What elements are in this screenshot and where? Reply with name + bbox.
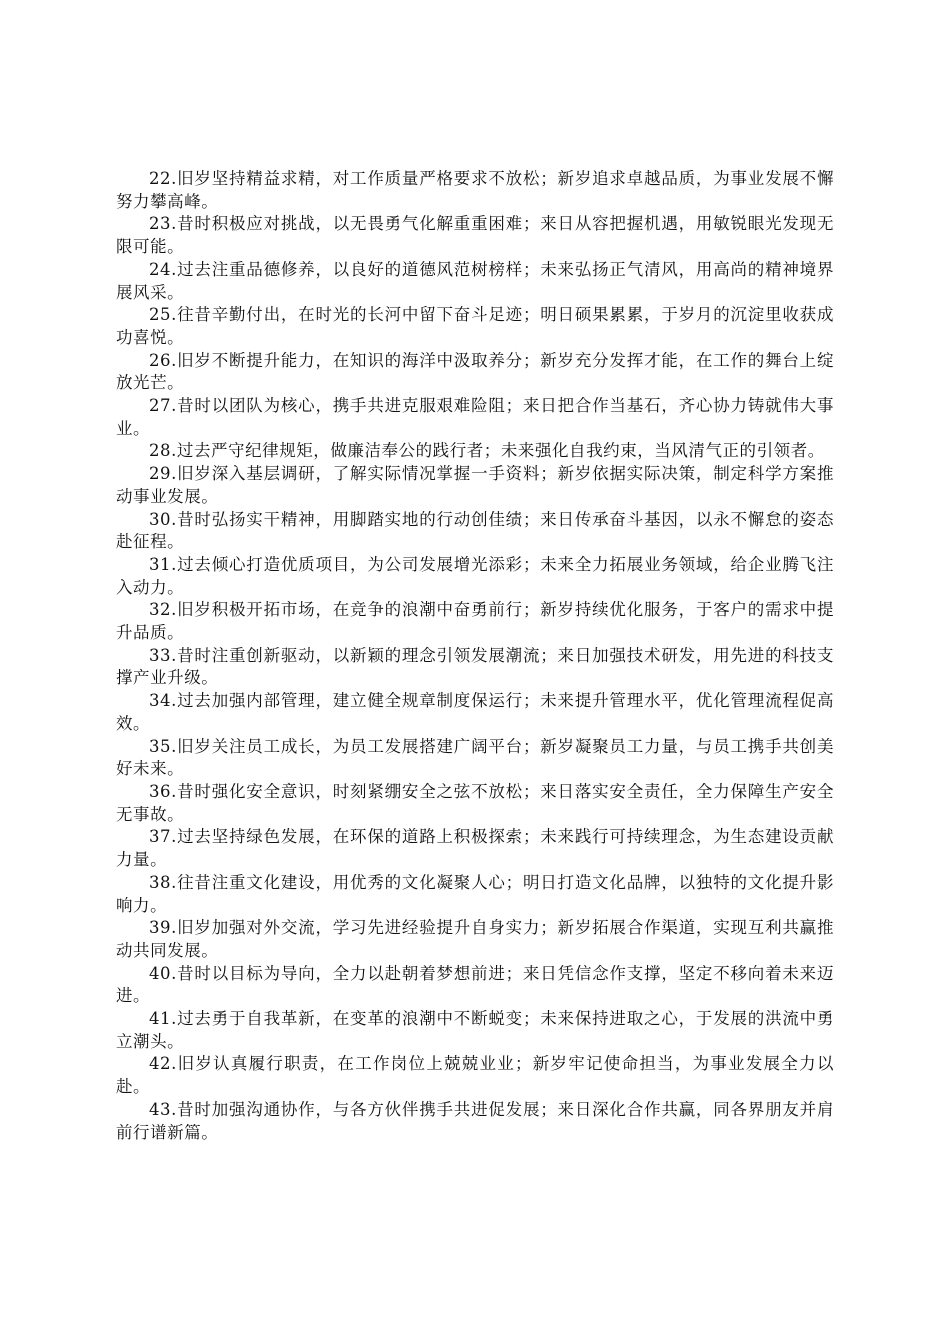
paragraph: 24.过去注重品德修养，以良好的道德风范树榜样；未来弘扬正气清风，用高尚的精神境界展风采。: [116, 259, 834, 302]
paragraph: 41.过去勇于自我革新，在变革的浪潮中不断蜕变；未来保持进取之心，于发展的洪流中勇立潮头。: [116, 1009, 834, 1051]
paragraph: 30.昔时弘扬实干精神，用脚踏实地的行动创佳绩；来日传承奋斗基因，以永不懈怠的姿态赴征程。: [116, 509, 834, 552]
paragraph: 26.旧岁不断提升能力，在知识的海洋中汲取养分；新岁充分发挥才能，在工作的舞台上绽放光芒。: [116, 350, 834, 393]
paragraph: 42.旧岁认真履行职责，在工作岗位上兢兢业业；新岁牢记使命担当，为事业发展全力以赴。: [116, 1054, 834, 1097]
paragraph: 33.昔时注重创新驱动，以新颖的理念引领发展潮流；来日加强技术研发，用先进的科技支撑产业升级。: [116, 645, 834, 688]
paragraph: 22.旧岁坚持精益求精，对工作质量严格要求不放松；新岁追求卓越品质，为事业发展不懈努力攀高峰。: [116, 169, 834, 211]
paragraph: 23.昔时积极应对挑战，以无畏勇气化解重重困难；来日从容把握机遇，用敏锐眼光发现无限可能。: [116, 214, 834, 257]
paragraph: 27.昔时以团队为核心，携手共进克服艰难险阻；来日把合作当基石，齐心协力铸就伟大事业。: [116, 396, 834, 438]
paragraph: 29.旧岁深入基层调研，了解实际情况掌握一手资料；新岁依据实际决策，制定科学方案推动事业发展。: [116, 464, 834, 506]
paragraph: 37.过去坚持绿色发展，在环保的道路上积极探索；未来践行可持续理念，为生态建设贡献力量。: [116, 827, 834, 870]
paragraph: 28.过去严守纪律规矩，做廉洁奉公的践行者；未来强化自我约束，当风清气正的引领者。: [149, 441, 825, 461]
paragraph: 40.昔时以目标为导向，全力以赴朝着梦想前进；来日凭信念作支撑，坚定不移向着未来迈进。: [116, 963, 834, 1006]
paragraph: 39.旧岁加强对外交流，学习先进经验提升自身实力；新岁拓展合作渠道，实现互利共赢推动共同发展。: [116, 918, 834, 960]
paragraph: 43.昔时加强沟通协作，与各方伙伴携手共进促发展；来日深化合作共赢，同各界朋友并肩前行谱新篇。: [116, 1099, 834, 1142]
paragraph: 32.旧岁积极开拓市场，在竞争的浪潮中奋勇前行；新岁持续优化服务，于客户的需求中提升品质。: [116, 600, 834, 643]
paragraph: 35.旧岁关注员工成长，为员工发展搭建广阔平台；新岁凝聚员工力量，与员工携手共创美好未来。: [116, 736, 834, 779]
document-body: [116, 168, 834, 1144]
paragraph: 36.昔时强化安全意识，时刻紧绷安全之弦不放松；来日落实安全责任，全力保障生产安全无事故。: [116, 781, 834, 824]
paragraph: 25.往昔辛勤付出，在时光的长河中留下奋斗足迹；明日硕果累累，于岁月的沉淀里收获成功喜悦。: [116, 305, 834, 347]
paragraph: 34.过去加强内部管理，建立健全规章制度保运行；未来提升管理水平，优化管理流程促高效。: [116, 691, 834, 733]
paragraph: 31.过去倾心打造优质项目，为公司发展增光添彩；未来全力拓展业务领域，给企业腾飞注入动力。: [116, 554, 834, 597]
paragraph: 38.往昔注重文化建设，用优秀的文化凝聚人心；明日打造文化品牌，以独特的文化提升影响力。: [116, 872, 834, 915]
